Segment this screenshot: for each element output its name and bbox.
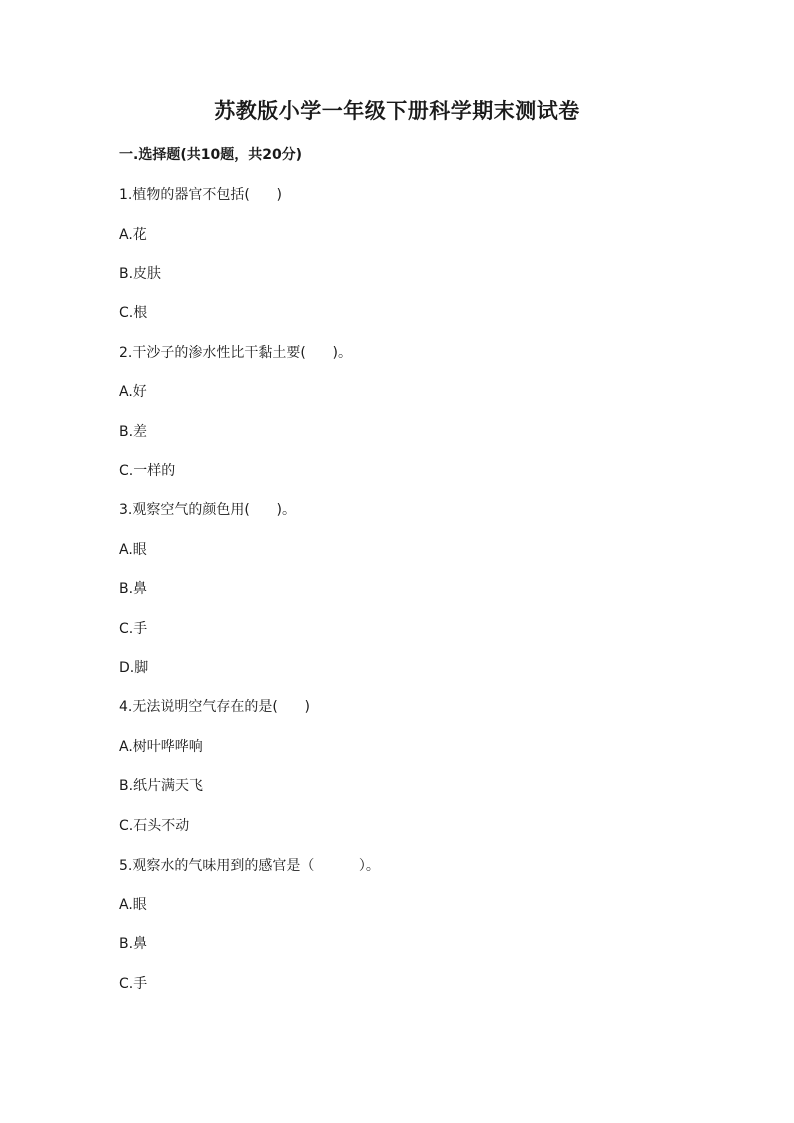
question-3-option-a: A.眼 bbox=[119, 542, 147, 558]
question-4-option-a: A.树叶哗哗响 bbox=[119, 739, 203, 755]
question-1-option-b: B.皮肤 bbox=[119, 266, 162, 282]
question-1-option-c: C.根 bbox=[119, 305, 148, 321]
question-3-stem: 3.观察空气的颜色用( )。 bbox=[119, 502, 296, 518]
question-4-option-c: C.石头不动 bbox=[119, 818, 190, 834]
question-2-option-a: A.好 bbox=[119, 384, 147, 400]
page-title: 苏教版小学一年级下册科学期末测试卷 bbox=[214, 98, 580, 123]
question-5-option-b: B.鼻 bbox=[119, 936, 148, 952]
question-5-stem: 5.观察水的气味用到的感官是（ ）。 bbox=[119, 858, 380, 874]
question-1-stem: 1.植物的器官不包括( ) bbox=[119, 187, 282, 203]
question-1-option-a: A.花 bbox=[119, 227, 147, 243]
question-4-option-b: B.纸片满天飞 bbox=[119, 778, 204, 794]
question-5-option-a: A.眼 bbox=[119, 897, 147, 913]
section-heading: 一.选择题(共10题，共20分) bbox=[119, 147, 303, 163]
question-4-stem: 4.无法说明空气存在的是( ) bbox=[119, 699, 310, 715]
question-3-option-b: B.鼻 bbox=[119, 581, 148, 597]
question-3-option-c: C.手 bbox=[119, 621, 148, 637]
question-5-option-c: C.手 bbox=[119, 976, 148, 992]
question-2-stem: 2.干沙子的渗水性比干黏土要( )。 bbox=[119, 345, 352, 361]
question-2-option-b: B.差 bbox=[119, 424, 148, 440]
question-2-option-c: C.一样的 bbox=[119, 463, 176, 479]
question-3-option-d: D.脚 bbox=[119, 660, 149, 676]
